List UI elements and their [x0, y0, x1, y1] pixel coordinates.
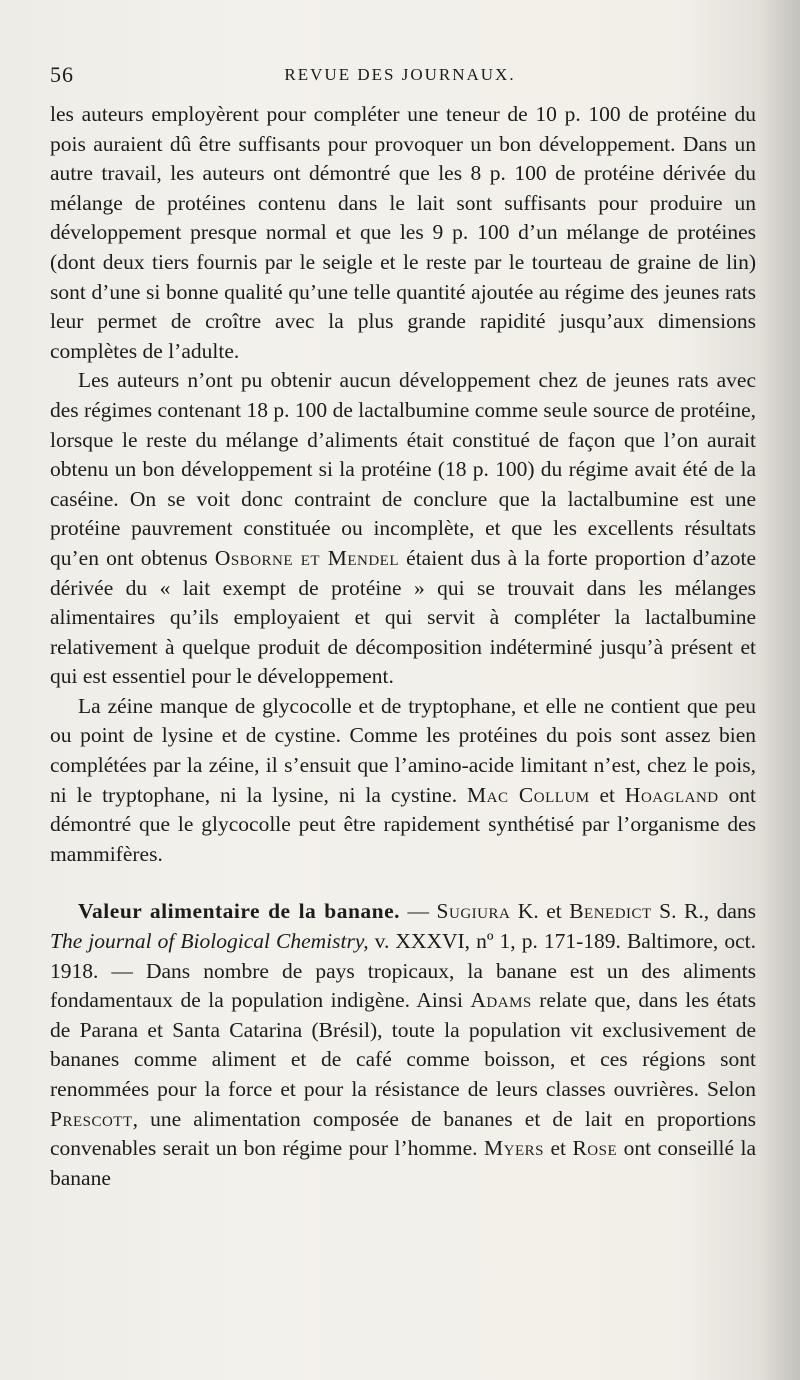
author-benedict: Benedict	[569, 899, 652, 924]
author-prescott: Prescott	[50, 1106, 133, 1131]
page-number: 56	[50, 62, 74, 87]
author-mac-collum: Mac Collum	[467, 782, 590, 807]
paragraph-1	[50, 100, 756, 366]
paragraph-3-text-a: La zéine manque de glycocolle et de tryptophane, et elle ne contient que peu ou point de lysine et de cystine. Comme les protéines du pois sont assez bien complétées par la zéine, il s’ensuit que l’amino-acide limitant n’est, chez le pois, ni le tryptophane, ni la lysine, ni la cystine.	[50, 693, 756, 807]
paragraph-banane	[50, 897, 756, 1193]
page-header	[50, 62, 750, 90]
initials-sr: S. R., dans	[651, 899, 756, 924]
author-myers: Myers	[484, 1136, 544, 1161]
conjunction-et: et	[543, 1136, 573, 1161]
section-title: Valeur alimentaire de la banane.	[78, 899, 401, 924]
journal-reference: v. XXXVI, nº 1, p. 171-189. Baltimore, oct. 1918. — Dans nombre de pays tropicaux, la banane est un des aliments fondamentaux de la population indigène. Ainsi	[50, 929, 756, 1013]
initials-k: K. et	[510, 899, 570, 924]
running-head: REVUE DES JOURNAUX.	[284, 65, 516, 84]
section-gap	[50, 869, 756, 897]
dash: —	[400, 899, 437, 924]
author-adams: Adams	[470, 988, 532, 1013]
author-mendel: Mendel	[327, 545, 399, 570]
author-sugiura: Sugiura	[436, 899, 511, 924]
journal-title: The journal of Biological Chemistry,	[50, 929, 369, 954]
conjunction-et: et	[293, 545, 328, 570]
paragraph-3	[50, 692, 756, 870]
author-rose: Rose	[572, 1136, 618, 1161]
conjunction-et: et	[589, 782, 625, 807]
paragraph-2	[50, 366, 756, 692]
author-osborne: Osborne	[214, 545, 294, 570]
article-body	[50, 100, 756, 1193]
paragraph-4-text-c: relate que, dans les états de Parana et Santa Catarina (Brésil), toute la population vit exclusivement de bananes comme aliment et de café comme boisson, et ces régions sont renommées pour la force et pour la résistance de leurs classes ouvrières. Selon	[50, 988, 756, 1101]
paragraph-4-text-d: , une alimentation composée de bananes et de lait en proportions convenables serait un bon régime pour l’homme.	[50, 1106, 756, 1161]
paragraph-2-text-a: Les auteurs n’ont pu obtenir aucun développement chez de jeunes rats avec des régimes contenant 18 p. 100 de lactalbumine comme seule source de protéine, lorsque le reste du mélange d’aliments était constitué de façon que l’on aurait obtenu un bon développement si la protéine (18 p. 100) du régime avait été de la caséine. On se voit donc contraint de conclure que la lactalbumine est une protéine pauvrement constituée ou incomplète, et que les excellents résultats qu’en ont obtenus	[50, 368, 756, 570]
paragraph-4-text-e: ont conseillé la banane	[50, 1136, 756, 1190]
paragraph-3-text-b: ont démontré que le glycocolle peut être rapidement synthétisé par l’organisme des mammifères.	[50, 782, 756, 866]
paragraph-2-text-b: étaient dus à la forte proportion d’azote dérivée du « lait exempt de protéine » qui se trouvait dans les mélanges alimentaires qu’ils employaient et qui servit à compléter la lactalbumine relativement à quelque produit de décomposition indéterminé jusqu’à présent et qui est essentiel pour le développement.	[50, 545, 757, 689]
paragraph-1-text: les auteurs employèrent pour compléter une teneur de 10 p. 100 de protéine du pois auraient dû être suffisants pour provoquer un bon développement. Dans un autre travail, les auteurs ont démontré que les 8 p. 100 de protéine dérivée du mélange de protéines contenu dans le lait sont suffisants pour produire un développement presque normal et que les 9 p. 100 d’un mélange de protéines (dont deux tiers fournis par le seigle et le reste par le tourteau de graine de lin) sont d’une si bonne qualité qu’une telle quantité ajoutée au régime des jeunes rats leur permet de croître avec la plus grande rapidité jusqu’aux dimensions complètes de l’adulte.	[50, 102, 756, 363]
page-edge-shadow	[760, 0, 800, 1380]
author-hoagland: Hoagland	[624, 782, 719, 807]
